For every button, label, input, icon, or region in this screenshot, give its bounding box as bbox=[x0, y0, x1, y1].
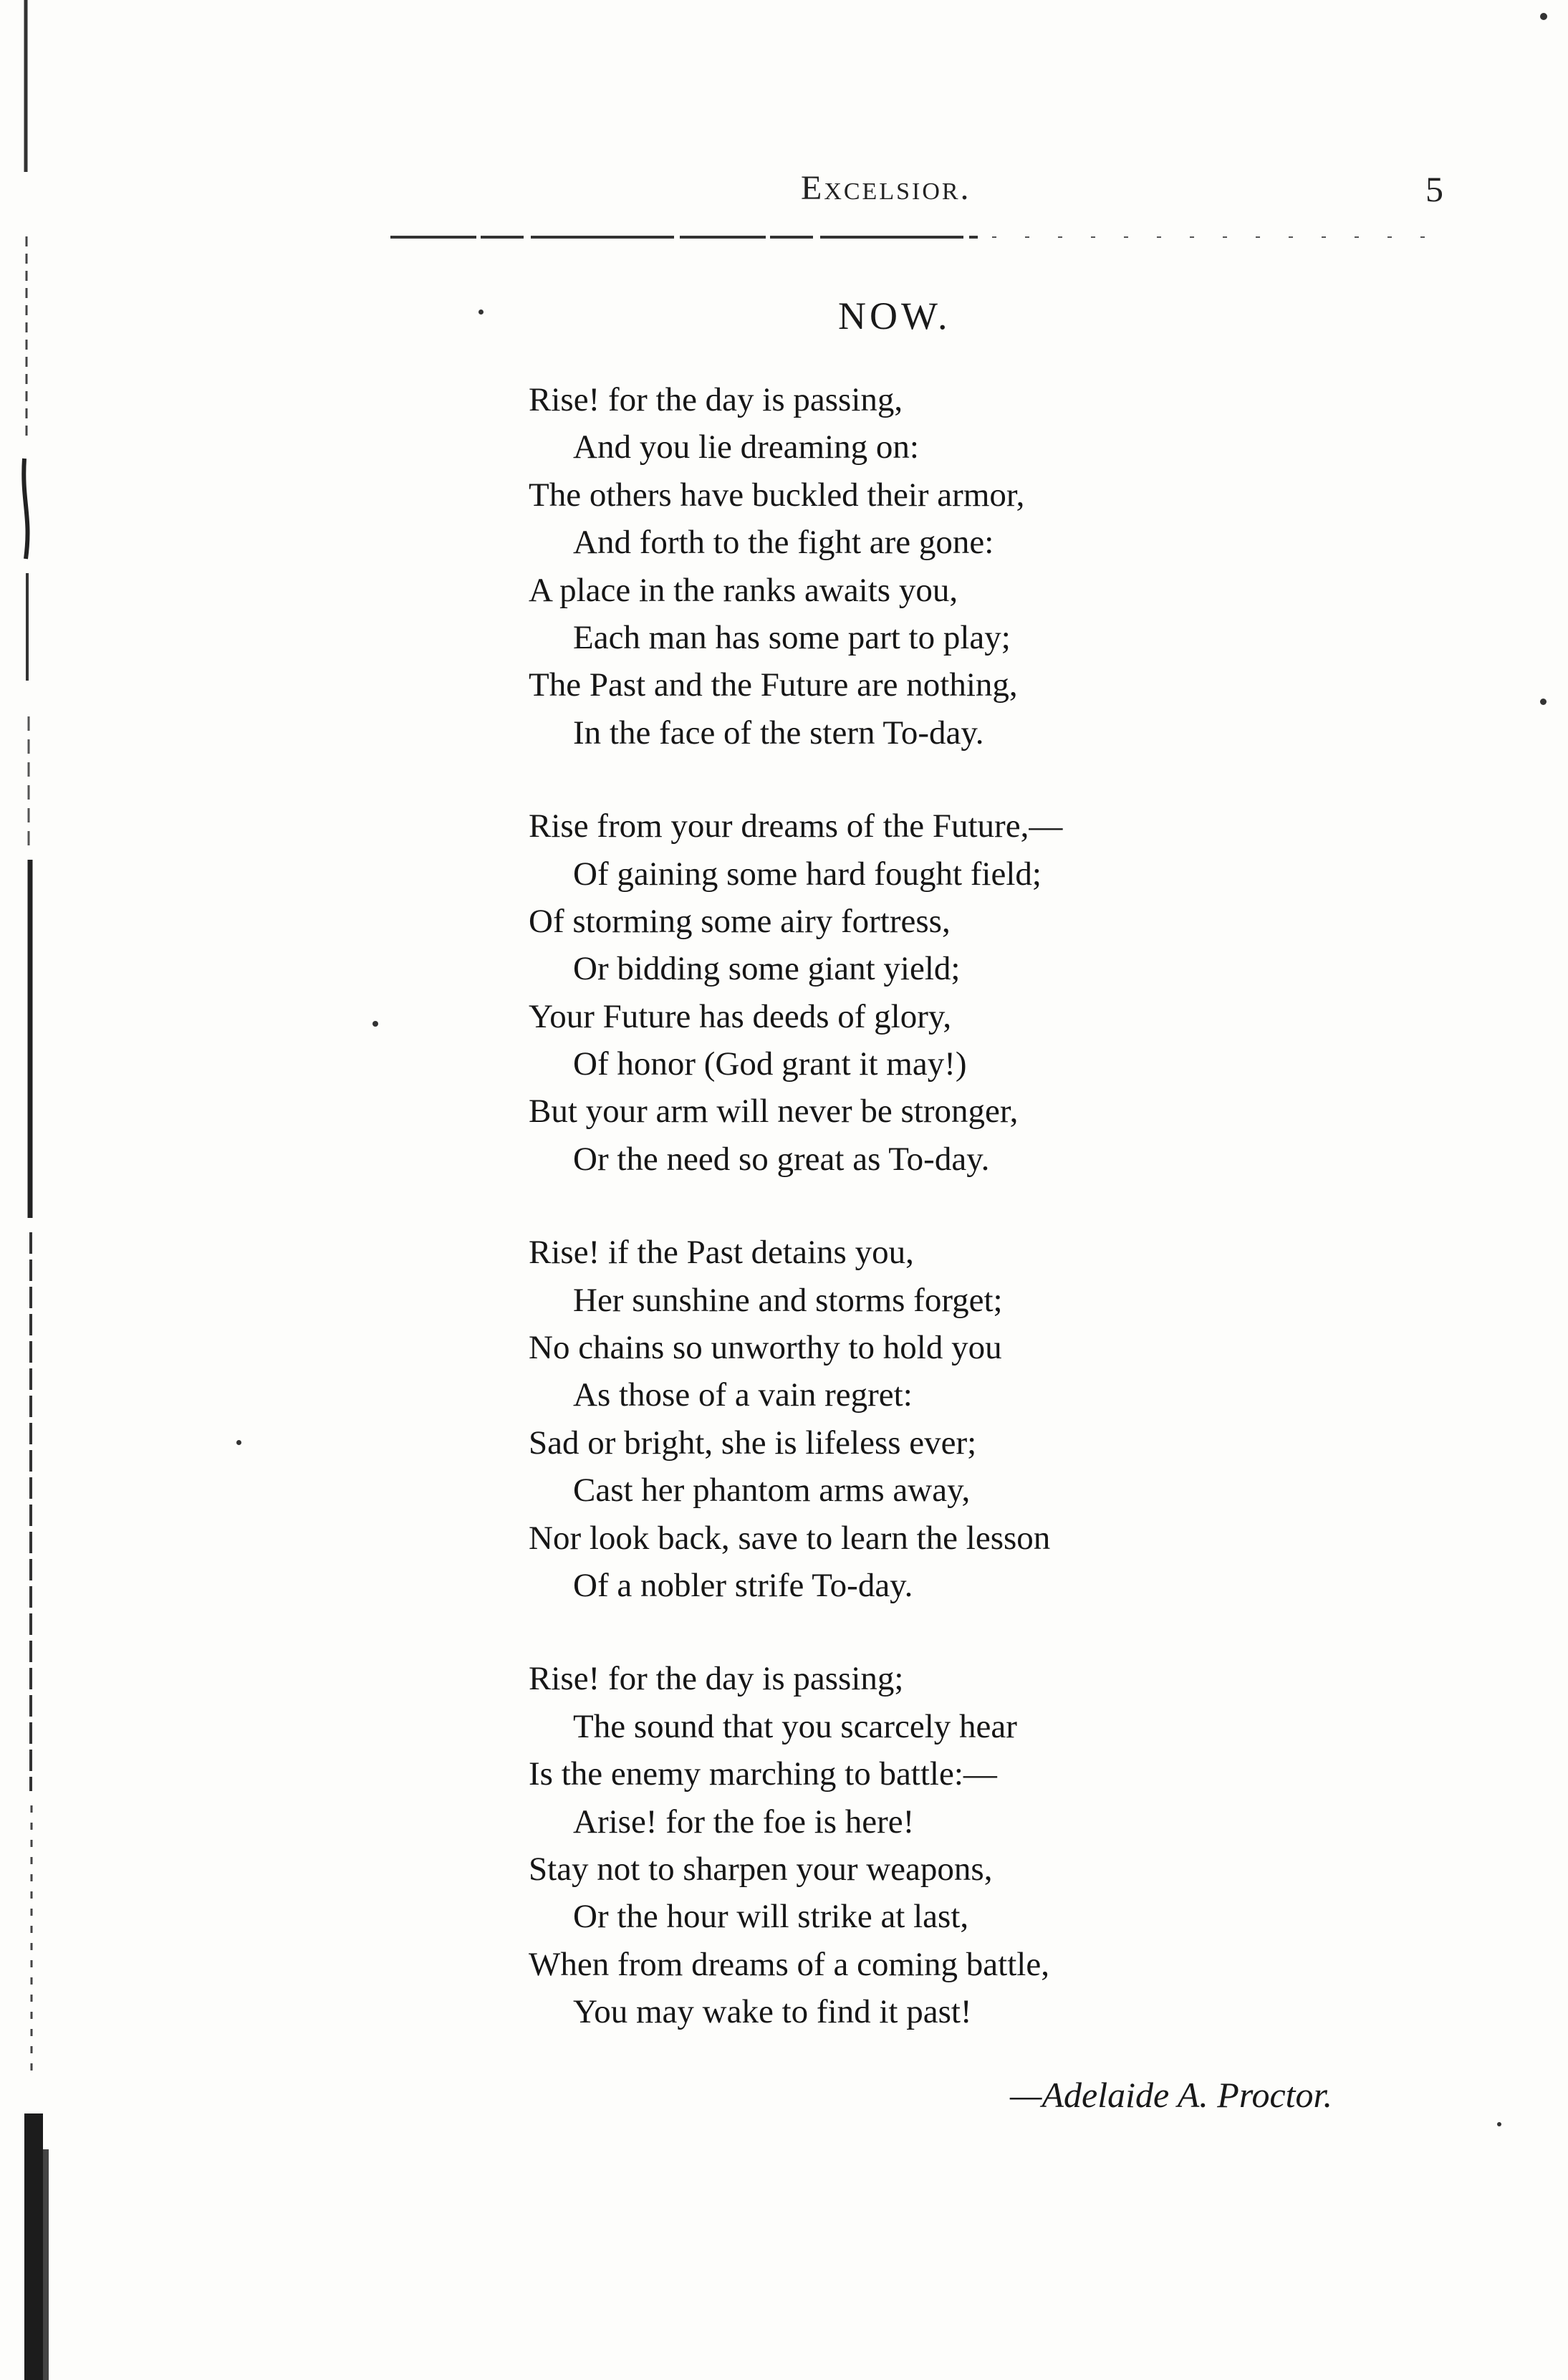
poem-line: A place in the ranks awaits you, bbox=[529, 571, 958, 609]
poem-line: Of honor (God grant it may!) bbox=[573, 1045, 967, 1083]
poem-line: Arise! for the foe is here! bbox=[573, 1803, 915, 1841]
poem-line: Each man has some part to play; bbox=[573, 618, 1011, 656]
poem-line: And you lie dreaming on: bbox=[573, 428, 919, 466]
header-rule bbox=[390, 235, 1436, 239]
poem-line: Your Future has deeds of glory, bbox=[529, 997, 952, 1035]
poem-line: Or bidding some giant yield; bbox=[573, 950, 961, 988]
poem-line: Or the hour will strike at last, bbox=[573, 1898, 969, 1936]
poem-line: When from dreams of a coming battle, bbox=[529, 1945, 1049, 1983]
page-number: 5 bbox=[1425, 169, 1443, 209]
poem-line: The Past and the Future are nothing, bbox=[529, 666, 1018, 704]
poem-line: Of a nobler strife To-day. bbox=[573, 1566, 913, 1604]
poem-title: NOW. bbox=[838, 294, 951, 337]
poem-line: In the face of the stern To-day. bbox=[573, 714, 984, 752]
poem-line: The sound that you scarcely hear bbox=[573, 1707, 1017, 1745]
ink-speck bbox=[372, 1021, 378, 1027]
ink-speck bbox=[236, 1440, 241, 1445]
poem-line: Stay not to sharpen your weapons, bbox=[529, 1850, 993, 1888]
poem-attribution: —Adelaide A. Proctor. bbox=[1010, 2075, 1332, 2115]
poem-line: But your arm will never be stronger, bbox=[529, 1093, 1019, 1131]
binding-edge bbox=[20, 0, 59, 2380]
poem-line: Is the enemy marching to battle:— bbox=[529, 1755, 997, 1793]
running-title: Excelsior. bbox=[801, 169, 971, 207]
poem-line: The others have buckled their armor, bbox=[529, 476, 1025, 514]
poem-line: Of gaining some hard fought field; bbox=[573, 855, 1042, 893]
poem-line: As those of a vain regret: bbox=[573, 1376, 913, 1414]
poem-line: Or the need so great as To-day. bbox=[573, 1140, 990, 1178]
stanza bbox=[529, 376, 1460, 757]
poem-line: No chains so unworthy to hold you bbox=[529, 1329, 1002, 1367]
poem-line: Rise from your dreams of the Future,— bbox=[529, 807, 1063, 845]
poem-line: Rise! for the day is passing, bbox=[529, 381, 903, 418]
ink-speck bbox=[1497, 2122, 1501, 2126]
ink-speck bbox=[1540, 699, 1547, 705]
poem-line: Rise! if the Past detains you, bbox=[529, 1234, 914, 1272]
poem-line: Of storming some airy fortress, bbox=[529, 902, 951, 940]
ink-speck bbox=[478, 310, 484, 315]
poem-line: You may wake to find it past! bbox=[573, 1993, 972, 2031]
poem-line: Rise! for the day is passing; bbox=[529, 1660, 904, 1698]
poem-line: Her sunshine and storms forget; bbox=[573, 1281, 1003, 1319]
page-header bbox=[0, 168, 1568, 219]
ink-speck bbox=[1540, 13, 1547, 20]
poem-line: Sad or bright, she is lifeless ever; bbox=[529, 1424, 977, 1462]
poem-line: Nor look back, save to learn the lesson bbox=[529, 1519, 1051, 1557]
poem-line: And forth to the fight are gone: bbox=[573, 524, 994, 562]
poem-body bbox=[529, 376, 1460, 2082]
poem-line: Cast her phantom arms away, bbox=[573, 1472, 971, 1510]
stanza bbox=[529, 802, 1460, 1183]
stanza bbox=[529, 1229, 1460, 1609]
stanza bbox=[529, 1655, 1460, 2035]
